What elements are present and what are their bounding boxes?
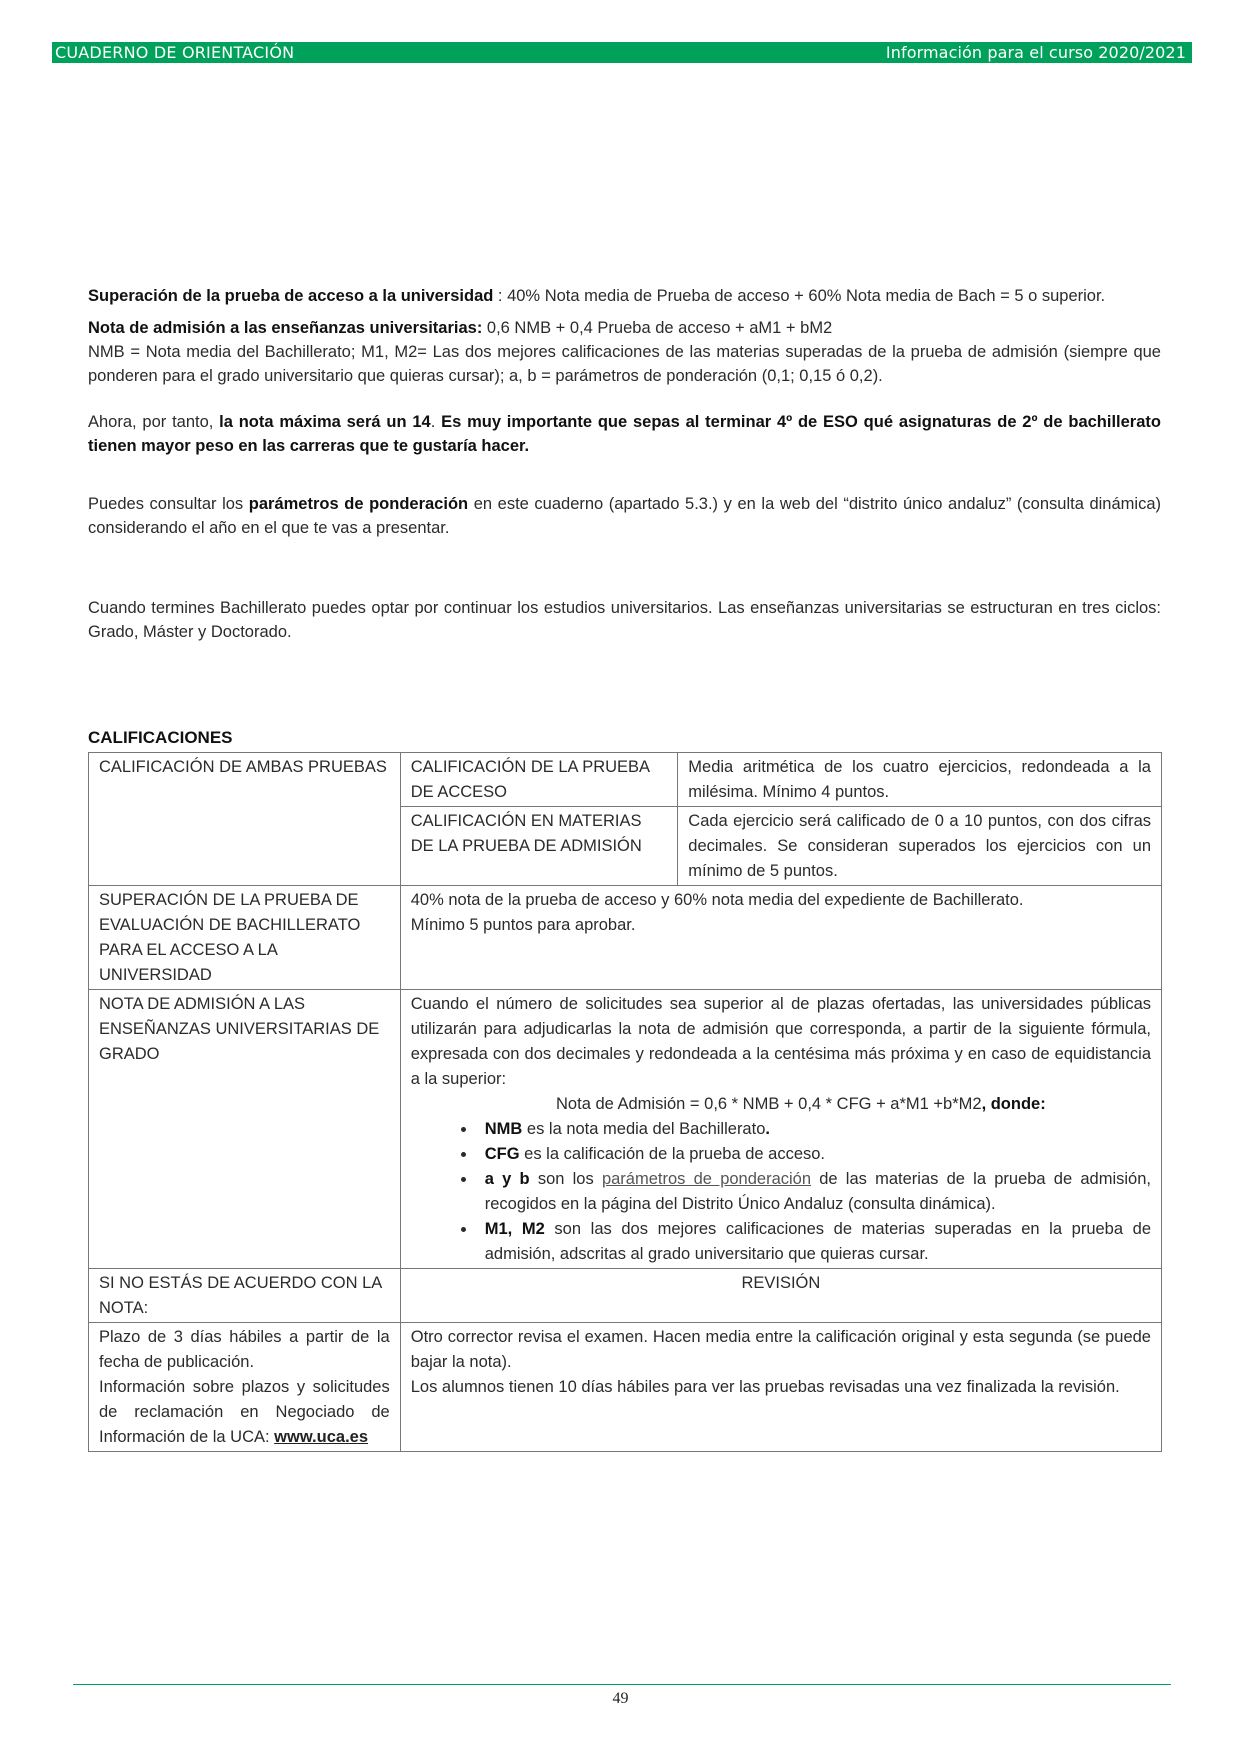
- row2-line1: 40% nota de la prueba de acceso y 60% nota media del expediente de Bachillerato.: [410, 891, 1024, 909]
- row2-value: [400, 886, 1161, 990]
- ponderacion-link[interactable]: parámetros de ponderación: [601, 1170, 812, 1188]
- header-course-info: Información para el curso 2020/2021: [885, 43, 1186, 62]
- list-item: [477, 1167, 1151, 1217]
- page-number: 49: [612, 1690, 629, 1707]
- bullet-text: es la nota media del Bachillerato: [522, 1120, 766, 1138]
- bullet-text: son los: [529, 1170, 602, 1188]
- row5-label: [89, 1323, 401, 1452]
- intro-section: [88, 284, 1161, 750]
- row3-label: NOTA DE ADMISIÓN A LAS ENSEÑANZAS UNIVERSITARIAS DE GRADO: [89, 990, 401, 1269]
- calificaciones-table: [88, 752, 1162, 1452]
- plazo-text: Plazo de 3 días hábiles a partir de la fecha de publicación.: [99, 1328, 390, 1371]
- ponderacion-bold: parámetros de ponderación: [248, 495, 469, 513]
- row4-value: REVISIÓN: [400, 1269, 1161, 1323]
- bullet-term: M1, M2: [484, 1220, 545, 1238]
- uca-link[interactable]: www.uca.es: [274, 1428, 369, 1446]
- revision-text2: Los alumnos tienen 10 días hábiles para ver las pruebas revisadas una vez finalizada la revisión.: [410, 1378, 1120, 1396]
- bullet-text: son las dos mejores calificaciones de materias superadas en la prueba de admisión, adscritas al grado universitario que quieras cursar.: [484, 1220, 1151, 1263]
- nota-maxima-dot: .: [430, 413, 442, 431]
- estudios-paragraph: Cuando termines Bachillerato puedes optar por continuar los estudios universitarios. Las enseñanzas universitarias se estructuran en tres ciclos: Grado, Máster y Doctorado.: [88, 599, 1161, 641]
- footer-rule: [73, 1684, 1171, 1685]
- bullet-term: CFG: [484, 1145, 520, 1163]
- nota-admision-formula: 0,6 NMB + 0,4 Prueba de acceso + aM1 + bM2: [482, 319, 833, 337]
- table-row: [89, 1323, 1162, 1452]
- revision-text1: Otro corrector revisa el examen. Hacen media entre la calificación original y esta segunda (se puede bajar la nota).: [410, 1328, 1151, 1371]
- bullet-end: .: [765, 1120, 770, 1138]
- row2-line2: Mínimo 5 puntos para aprobar.: [410, 916, 636, 934]
- superacion-paragraph: [88, 284, 1161, 308]
- row1-sub2-text: Cada ejercicio será calificado de 0 a 10 puntos, con dos cifras decimales. Se consideran superados los ejercicios con un mínimo de 5 puntos.: [678, 807, 1162, 886]
- formula-donde: , donde:: [981, 1095, 1046, 1113]
- row1-sub2-label: CALIFICACIÓN EN MATERIAS DE LA PRUEBA DE ADMISIÓN: [400, 807, 678, 886]
- bullet-text: es la calificación de la prueba de acceso.: [519, 1145, 826, 1163]
- nota-admision-paragraph: [88, 316, 1161, 340]
- bullet-term: NMB: [484, 1120, 523, 1138]
- info-pre: Información sobre plazos y solicitudes de reclamación en Negociado de Información de la UCA:: [99, 1378, 390, 1446]
- row3-value: [400, 990, 1161, 1269]
- formula-bullets: [411, 1117, 1151, 1267]
- row2-label: SUPERACIÓN DE LA PRUEBA DE EVALUACIÓN DE BACHILLERATO PARA EL ACCESO A LA UNIVERSIDAD: [89, 886, 401, 990]
- bullet-term: a y b: [484, 1170, 530, 1188]
- list-item: [477, 1217, 1151, 1267]
- row1-label: CALIFICACIÓN DE AMBAS PRUEBAS: [89, 753, 401, 886]
- superacion-text: : 40% Nota media de Prueba de acceso + 60% Nota media de Bach = 5 o superior.: [493, 287, 1106, 305]
- importante-bold: Es muy importante que sepas al terminar 4º de ESO qué asignaturas de 2º de bachillerato tienen mayor peso en las carreras que te gustaría hacer.: [88, 413, 1161, 455]
- table-row: [89, 886, 1162, 990]
- formula-text: Nota de Admisión = 0,6 * NMB + 0,4 * CFG + a*M1 +b*M2: [556, 1095, 982, 1113]
- nota-maxima-bold: la nota máxima será un 14: [219, 413, 431, 431]
- nota-maxima-pre: Ahora, por tanto,: [88, 413, 220, 431]
- calificaciones-title: CALIFICACIONES: [88, 728, 233, 747]
- row3-intro: Cuando el número de solicitudes sea superior al de plazas ofertadas, las universidades públicas utilizarán para adjudicarlas la nota de admisión que corresponda, a partir de la siguiente fórmula, expresada con dos decimales y redondeada a la centésima más próxima y en caso de equidistancia a la superior:: [410, 995, 1151, 1088]
- info-text: [99, 1375, 390, 1450]
- header-title: CUADERNO DE ORIENTACIÓN: [55, 43, 295, 62]
- table-row: [89, 753, 1162, 807]
- ponderacion-pre: Puedes consultar los: [88, 495, 249, 513]
- row3-formula: [411, 1092, 1151, 1117]
- nota-maxima-paragraph: [88, 410, 1161, 458]
- bullet-text-post: de las materias de la prueba de admisión, recogidos en la página del Distrito Único Andaluz (consulta dinámica).: [484, 1170, 1151, 1213]
- ponderacion-post: en este cuaderno (apartado 5.3.) y en la web del “distrito único andaluz” (consulta dinámica) considerando el año en el que te vas a presentar.: [88, 495, 1161, 537]
- ponderacion-paragraph: [88, 492, 1161, 540]
- row1-sub1-text: Media aritmética de los cuatro ejercicios, redondeada a la milésima. Mínimo 4 puntos.: [678, 753, 1162, 807]
- header-bar: [52, 42, 1192, 63]
- row1-sub1-label: CALIFICACIÓN DE LA PRUEBA DE ACCESO: [400, 753, 678, 807]
- nota-admision-label: Nota de admisión a las enseñanzas universitarias:: [88, 319, 483, 337]
- row4-label: SI NO ESTÁS DE ACUERDO CON LA NOTA:: [89, 1269, 401, 1323]
- table-row: [89, 990, 1162, 1269]
- row5-value: [400, 1323, 1161, 1452]
- table-row: [89, 1269, 1162, 1323]
- nmb-definition: NMB = Nota media del Bachillerato; M1, M2= Las dos mejores calificaciones de las materias superadas de la prueba de admisión (siempre que ponderen para el grado universitario que quieras cursar); a, b = parámetros de ponderación (0,1; 0,15 ó 0,2).: [88, 343, 1161, 385]
- list-item: [477, 1142, 1151, 1167]
- list-item: [477, 1117, 1151, 1142]
- superacion-label: Superación de la prueba de acceso a la universidad: [88, 287, 494, 305]
